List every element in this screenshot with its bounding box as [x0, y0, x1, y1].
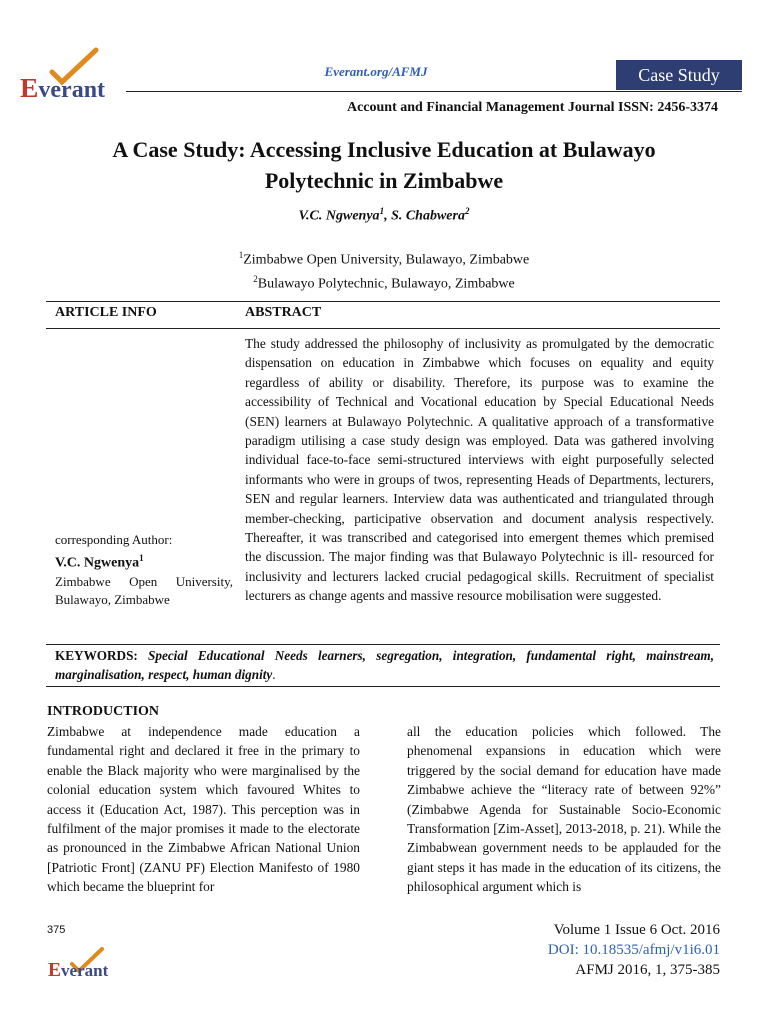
introduction-heading: INTRODUCTION	[47, 704, 160, 719]
corresponding-author	[55, 531, 233, 609]
intro-left-column: Zimbabwe at independence made education a fundamental right and declared it free in the primary to enable the Black majority who were marginalised by the colonial education system which favoured Whites to access it (Education Act, 1987). This perception was in fulfilment of the major promises it made to the electorate as pronounced in the Zimbabwe African National Union [Patriotic Front] (ZANU PF) Election Manifesto of 1980 which became the blueprint for	[47, 724, 360, 895]
corresponding-name: V.C. Ngwenya	[55, 555, 140, 571]
footer-info	[420, 920, 720, 980]
keywords-end: .	[272, 667, 276, 682]
abstract-heading: ABSTRACT	[245, 305, 322, 320]
footer-logo-text: verant	[61, 961, 109, 980]
authors	[40, 206, 728, 225]
author-2: S. Chabwera	[391, 208, 465, 224]
article-title	[40, 134, 728, 196]
footer-logo-initial: E	[48, 960, 62, 981]
info-mid-rule	[46, 328, 720, 329]
affiliation-2	[40, 270, 728, 294]
everant-footer-logo	[46, 952, 126, 988]
keywords-values: Special Educational Needs learners, segregation, integration, fundamental right, mainstream, marginalisation, respect, human dignity	[55, 648, 714, 682]
site-link[interactable]: Everant.org/AFMJ	[324, 64, 428, 79]
article-info-heading: ARTICLE INFO	[55, 305, 157, 320]
affiliation-1	[40, 246, 728, 270]
corresponding-label: corresponding Author:	[55, 532, 173, 547]
title-line-1: A Case Study: Accessing Inclusive Education at Bulawayo	[112, 137, 656, 162]
info-top-rule	[46, 301, 720, 302]
citation: AFMJ 2016, 1, 375-385	[575, 962, 720, 978]
keywords-top-rule	[46, 644, 720, 645]
author-separator: ,	[384, 208, 392, 224]
author-1-sup: 1	[379, 206, 385, 216]
everant-logo	[16, 58, 126, 102]
logo-initial: E	[20, 72, 39, 103]
doi-link[interactable]: DOI: 10.18535/afmj/v1i6.01	[547, 942, 720, 958]
author-1: V.C. Ngwenya	[298, 208, 380, 224]
aff-2-text: Bulawayo Polytechnic, Bulawayo, Zimbabwe	[257, 276, 515, 292]
logo-text: verant	[38, 77, 106, 103]
corresponding-sup: 1	[139, 553, 144, 563]
affiliations	[40, 246, 728, 293]
author-2-sup: 2	[464, 206, 470, 216]
page-number: 375	[47, 924, 66, 936]
header-rule	[126, 91, 742, 92]
intro-right-column: all the education policies which followed. The phenomenal expansions in education which were triggered by the social demand for education have made Zimbabwe achieve the “literacy rate of between 92%” (Zimbabwe Agenda for Sustainable Socio-Economic Transformation [Zim-Asset], 2013-2018, p. 21). While the Zimbabwean government needs to be applauded for the giant steps it has made in the education of its citizens, the philosophical argument which is	[407, 724, 721, 895]
keywords	[55, 646, 714, 684]
aff-1-sup: 1	[238, 250, 244, 260]
corresponding-affiliation: Zimbabwe Open University, Bulawayo, Zimbabwe	[55, 573, 233, 607]
title-line-2: Polytechnic in Zimbabwe	[264, 168, 504, 193]
aff-2-sup: 2	[253, 273, 258, 284]
aff-1-text: Zimbabwe Open University, Bulawayo, Zimbabwe	[243, 252, 530, 268]
journal-title: Account and Financial Management Journal ISSN: 2456-3374	[346, 100, 718, 115]
keywords-bottom-rule	[46, 686, 720, 687]
case-study-badge: Case Study	[616, 60, 742, 90]
abstract-text: The study addressed the philosophy of inclusivity as promulgated by the democratic dispensation on education in Zimbabwe which focuses on equality and equity regardless of ability or disability. Therefore, its purpose was to examine the accessibility of Technical and Vocational education by Special Educational Needs (SEN) learners at Bulawayo Polytechnic. A qualitative approach of a transformative paradigm utilising a case study design was employed. Data was gathered involving individual face-to-face semi-structured interviews with eight purposefully selected informants who were in groups of twos, representing Heads of Departments, lecturers, SEN and regular learners. Interview data was authenticated and triangulated through member-checking, participative observation and document analysis respectively. Thereafter, it was transcribed and categorised into emergent themes which premised the discussion. The major finding was that Bulawayo Polytechnic is ill- resourced for inclusivity and lecturers lacked crucial pedagogical skills. Recruitment of specialist lecturers as change agents and massive resource mobilisation were suggested.	[245, 336, 714, 604]
volume-issue: Volume 1 Issue 6 Oct. 2016	[553, 922, 720, 938]
keywords-label: KEYWORDS:	[55, 648, 138, 663]
